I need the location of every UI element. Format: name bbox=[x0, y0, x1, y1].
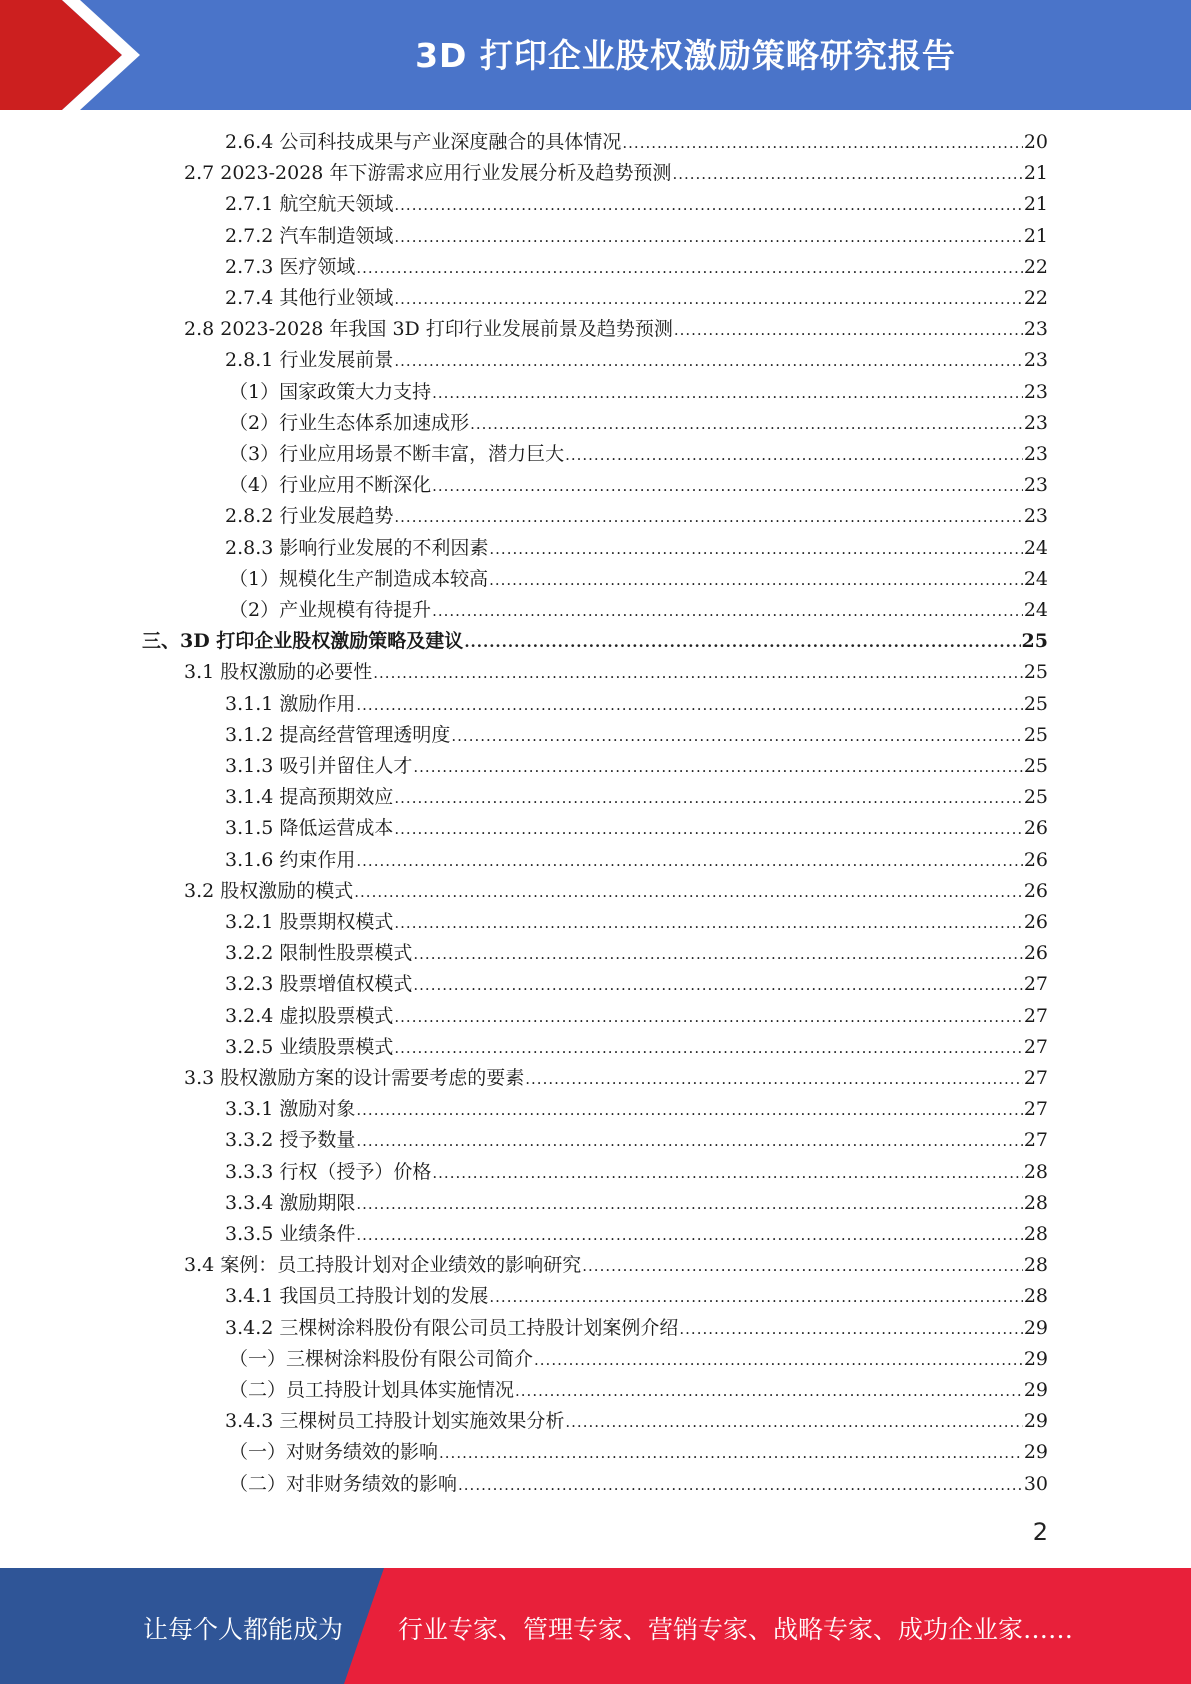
toc-entry-label: （2）产业规模有待提升 bbox=[229, 599, 432, 621]
toc-entry-label: 2.8.1 行业发展前景 bbox=[225, 349, 394, 371]
toc-entry-label: 3.2.4 虚拟股票模式 bbox=[225, 1005, 394, 1027]
toc-leader-dots bbox=[565, 440, 1023, 471]
toc-leader-dots bbox=[432, 471, 1023, 502]
toc-entry[interactable] bbox=[225, 813, 1048, 844]
toc-leader-dots bbox=[394, 908, 1022, 939]
toc-entry-page: 23 bbox=[1023, 443, 1048, 465]
toc-leader-dots bbox=[356, 846, 1022, 877]
toc-entry[interactable] bbox=[229, 1437, 1048, 1468]
toc-leader-dots bbox=[394, 284, 1022, 315]
toc-entry-page: 28 bbox=[1023, 1192, 1048, 1214]
toc-entry-label: 2.8.3 影响行业发展的不利因素 bbox=[225, 537, 489, 559]
toc-entry[interactable] bbox=[225, 1313, 1048, 1344]
toc-entry-label: 2.8.2 行业发展趋势 bbox=[225, 505, 394, 527]
toc-leader-dots bbox=[534, 1345, 1023, 1376]
toc-leader-dots bbox=[432, 596, 1023, 627]
toc-entry-label: 2.7.1 航空航天领域 bbox=[225, 193, 394, 215]
toc-leader-dots bbox=[356, 1220, 1022, 1251]
toc-entry-page: 26 bbox=[1023, 880, 1048, 902]
toc-entry-page: 27 bbox=[1023, 973, 1048, 995]
toc-leader-dots bbox=[354, 877, 1023, 908]
toc-entry-page: 23 bbox=[1023, 412, 1048, 434]
toc-entry[interactable] bbox=[225, 127, 1048, 158]
toc-entry-label: 3.3.5 业绩条件 bbox=[225, 1223, 356, 1245]
toc-leader-dots bbox=[470, 409, 1023, 440]
toc-entry-label: （二）对非财务绩效的影响 bbox=[229, 1473, 458, 1495]
toc-entry-label: 3.2 股权激励的模式 bbox=[184, 880, 354, 902]
toc-entry-label: 3.3.3 行权（授予）价格 bbox=[225, 1161, 432, 1183]
toc-entry[interactable] bbox=[229, 408, 1048, 439]
toc-entry[interactable] bbox=[225, 969, 1048, 1000]
toc-entry-page: 29 bbox=[1023, 1410, 1048, 1432]
toc-entry-page: 22 bbox=[1023, 287, 1048, 309]
toc-entry-label: 2.6.4 公司科技成果与产业深度融合的具体情况 bbox=[225, 131, 622, 153]
toc-leader-dots bbox=[489, 565, 1023, 596]
toc-entry[interactable] bbox=[184, 657, 1048, 688]
toc-entry-label: （一）对财务绩效的影响 bbox=[229, 1441, 439, 1463]
toc-entry[interactable] bbox=[225, 689, 1048, 720]
toc-leader-dots bbox=[458, 1470, 1023, 1501]
toc-entry-page: 23 bbox=[1023, 349, 1048, 371]
toc-leader-dots bbox=[413, 939, 1022, 970]
toc-entry[interactable] bbox=[225, 1032, 1048, 1063]
toc-leader-dots bbox=[394, 222, 1022, 253]
toc-entry-label: 3.3.1 激励对象 bbox=[225, 1098, 356, 1120]
toc-leader-dots bbox=[432, 1158, 1022, 1189]
toc-leader-dots bbox=[394, 502, 1022, 533]
toc-entry[interactable] bbox=[229, 439, 1048, 470]
toc-leader-dots bbox=[679, 1314, 1022, 1345]
toc-entry-label: 3.1.6 约束作用 bbox=[225, 849, 356, 871]
toc-entry[interactable] bbox=[225, 751, 1048, 782]
toc-entry-label: （4）行业应用不断深化 bbox=[229, 474, 432, 496]
toc-entry[interactable] bbox=[225, 782, 1048, 813]
toc-leader-dots bbox=[394, 346, 1022, 377]
toc-entry-label: 三、3D 打印企业股权激励策略及建议 bbox=[142, 630, 464, 652]
toc-leader-dots bbox=[413, 970, 1022, 1001]
toc-entry-label: 2.7.3 医疗领域 bbox=[225, 256, 356, 278]
toc-entry-page: 30 bbox=[1023, 1473, 1048, 1495]
toc-entry-page: 26 bbox=[1023, 942, 1048, 964]
toc-entry[interactable] bbox=[184, 1063, 1048, 1094]
toc-entry-page: 27 bbox=[1023, 1005, 1048, 1027]
toc-entry-label: （一）三棵树涂料股份有限公司简介 bbox=[229, 1348, 534, 1370]
toc-leader-dots bbox=[394, 190, 1022, 221]
toc-entry-label: 3.1.5 降低运营成本 bbox=[225, 817, 394, 839]
toc-entry-label: （2）行业生态体系加速成形 bbox=[229, 412, 470, 434]
toc-entry-label: 3.1 股权激励的必要性 bbox=[184, 661, 373, 683]
toc-entry[interactable] bbox=[225, 533, 1048, 564]
toc-entry-label: 3.1.4 提高预期效应 bbox=[225, 786, 394, 808]
toc-entry[interactable] bbox=[225, 1125, 1048, 1156]
toc-entry-label: 3.1.3 吸引并留住人才 bbox=[225, 755, 413, 777]
page-number: 2 bbox=[1032, 1518, 1048, 1546]
toc-entry-page: 24 bbox=[1023, 599, 1048, 621]
toc-entry[interactable] bbox=[225, 720, 1048, 751]
toc-entry-page: 28 bbox=[1023, 1254, 1048, 1276]
toc-entry[interactable] bbox=[142, 626, 1048, 657]
toc-leader-dots bbox=[451, 721, 1022, 752]
footer-banner bbox=[0, 1568, 1191, 1684]
toc-entry[interactable] bbox=[225, 221, 1048, 252]
toc-leader-dots bbox=[489, 1282, 1022, 1313]
toc-leader-dots bbox=[356, 1095, 1022, 1126]
toc-entry[interactable] bbox=[225, 1157, 1048, 1188]
toc-entry[interactable] bbox=[225, 283, 1048, 314]
toc-entry[interactable] bbox=[184, 1250, 1048, 1281]
toc-entry-page: 23 bbox=[1023, 318, 1048, 340]
toc-entry[interactable] bbox=[225, 501, 1048, 532]
toc-entry-label: 3.4 案例：员工持股计划对企业绩效的影响研究 bbox=[184, 1254, 582, 1276]
footer-slogan-left: 让每个人都能成为 bbox=[143, 1615, 344, 1644]
footer-slogan-right: 行业专家、管理专家、营销专家、战略专家、成功企业家…… bbox=[398, 1615, 1074, 1644]
toc-entry[interactable] bbox=[184, 158, 1048, 189]
toc-leader-dots bbox=[394, 783, 1022, 814]
toc-entry-label: 3.4.2 三棵树涂料股份有限公司员工持股计划案例介绍 bbox=[225, 1317, 679, 1339]
toc-leader-dots bbox=[582, 1251, 1023, 1282]
toc-entry-page: 26 bbox=[1023, 817, 1048, 839]
toc-entry[interactable] bbox=[225, 189, 1048, 220]
toc-entry-label: （二）员工持股计划具体实施情况 bbox=[229, 1379, 515, 1401]
toc-entry[interactable] bbox=[229, 1375, 1048, 1406]
toc-entry-page: 21 bbox=[1023, 162, 1048, 184]
toc-entry-label: 2.7.2 汽车制造领域 bbox=[225, 225, 394, 247]
toc-entry[interactable] bbox=[225, 938, 1048, 969]
toc-leader-dots bbox=[356, 1126, 1022, 1157]
toc-entry-label: 3.4.1 我国员工持股计划的发展 bbox=[225, 1285, 489, 1307]
toc-leader-dots bbox=[464, 627, 1020, 658]
toc-entry-label: 3.1.2 提高经营管理透明度 bbox=[225, 724, 451, 746]
toc-entry-page: 23 bbox=[1023, 505, 1048, 527]
toc-entry-page: 28 bbox=[1023, 1223, 1048, 1245]
toc-entry-page: 25 bbox=[1023, 755, 1048, 777]
toc-entry[interactable] bbox=[225, 845, 1048, 876]
toc-entry[interactable] bbox=[184, 876, 1048, 907]
toc-leader-dots bbox=[432, 378, 1023, 409]
toc-entry-page: 28 bbox=[1023, 1285, 1048, 1307]
toc-entry-page: 21 bbox=[1023, 225, 1048, 247]
toc-entry[interactable] bbox=[229, 470, 1048, 501]
toc-leader-dots bbox=[672, 159, 1022, 190]
toc-leader-dots bbox=[413, 752, 1022, 783]
toc-entry-page: 22 bbox=[1023, 256, 1048, 278]
toc-entry-page: 29 bbox=[1023, 1317, 1048, 1339]
header-banner bbox=[0, 0, 1191, 110]
toc-leader-dots bbox=[439, 1438, 1023, 1469]
toc-entry[interactable] bbox=[225, 345, 1048, 376]
toc-entry-label: 2.7.4 其他行业领域 bbox=[225, 287, 394, 309]
toc-entry[interactable] bbox=[229, 377, 1048, 408]
toc-leader-dots bbox=[515, 1376, 1023, 1407]
toc-entry-page: 24 bbox=[1023, 568, 1048, 590]
toc-entry-label: （1）国家政策大力支持 bbox=[229, 381, 432, 403]
toc-leader-dots bbox=[674, 315, 1023, 346]
toc-entry-label: 3.3.4 激励期限 bbox=[225, 1192, 356, 1214]
toc-entry[interactable] bbox=[225, 1188, 1048, 1219]
toc-entry[interactable] bbox=[225, 1281, 1048, 1312]
toc-entry[interactable] bbox=[225, 252, 1048, 283]
toc-entry-page: 27 bbox=[1023, 1129, 1048, 1151]
toc-entry-label: 3.2.2 限制性股票模式 bbox=[225, 942, 413, 964]
toc-leader-dots bbox=[622, 128, 1022, 159]
toc-leader-dots bbox=[373, 658, 1023, 689]
toc-entry[interactable] bbox=[225, 1001, 1048, 1032]
toc-entry-page: 23 bbox=[1023, 381, 1048, 403]
toc-entry[interactable] bbox=[229, 595, 1048, 626]
toc-entry[interactable] bbox=[229, 1469, 1048, 1500]
toc-leader-dots bbox=[394, 814, 1022, 845]
toc-entry-page: 29 bbox=[1023, 1379, 1048, 1401]
toc-leader-dots bbox=[489, 534, 1022, 565]
report-title: 3D 打印企业股权激励策略研究报告 bbox=[415, 36, 956, 75]
toc-entry-label: 3.2.1 股票期权模式 bbox=[225, 911, 394, 933]
toc-entry[interactable] bbox=[229, 1344, 1048, 1375]
toc-entry-page: 27 bbox=[1023, 1036, 1048, 1058]
toc-entry[interactable] bbox=[225, 1406, 1048, 1437]
toc-entry-page: 24 bbox=[1023, 537, 1048, 559]
toc-entry-page: 27 bbox=[1023, 1067, 1048, 1089]
toc-entry-page: 25 bbox=[1023, 786, 1048, 808]
toc-entry-label: 3.1.1 激励作用 bbox=[225, 693, 356, 715]
toc-entry-page: 26 bbox=[1023, 849, 1048, 871]
toc-leader-dots bbox=[394, 1033, 1022, 1064]
toc-entry-page: 25 bbox=[1023, 693, 1048, 715]
toc-entry[interactable] bbox=[225, 1094, 1048, 1125]
toc-entry-page: 23 bbox=[1023, 474, 1048, 496]
toc-leader-dots bbox=[525, 1064, 1023, 1095]
toc-entry-label: 2.7 2023-2028 年下游需求应用行业发展分析及趋势预测 bbox=[184, 162, 672, 184]
toc-entry-page: 25 bbox=[1023, 724, 1048, 746]
toc-entry-label: 3.4.3 三棵树员工持股计划实施效果分析 bbox=[225, 1410, 565, 1432]
toc-entry-page: 27 bbox=[1023, 1098, 1048, 1120]
toc-entry-label: 2.8 2023-2028 年我国 3D 打印行业发展前景及趋势预测 bbox=[184, 318, 673, 340]
toc-entry-label: （3）行业应用场景不断丰富，潜力巨大 bbox=[229, 443, 565, 465]
toc-entry-page: 21 bbox=[1023, 193, 1048, 215]
toc-entry-page: 28 bbox=[1023, 1161, 1048, 1183]
toc-leader-dots bbox=[356, 690, 1022, 721]
toc-entry-page: 26 bbox=[1023, 911, 1048, 933]
toc-entry-label: 3.2.5 业绩股票模式 bbox=[225, 1036, 394, 1058]
toc-entry-page: 29 bbox=[1023, 1441, 1048, 1463]
toc-entry[interactable] bbox=[184, 314, 1048, 345]
toc-entry-label: （1）规模化生产制造成本较高 bbox=[229, 568, 489, 590]
toc-entry[interactable] bbox=[225, 907, 1048, 938]
toc-leader-dots bbox=[565, 1407, 1022, 1438]
toc-leader-dots bbox=[356, 253, 1022, 284]
toc-entry-label: 3.3.2 授予数量 bbox=[225, 1129, 356, 1151]
toc-entry-page: 25 bbox=[1023, 661, 1048, 683]
toc-entry-label: 3.2.3 股票增值权模式 bbox=[225, 973, 413, 995]
toc-leader-dots bbox=[356, 1189, 1022, 1220]
toc-entry-page: 20 bbox=[1023, 131, 1048, 153]
toc-entry[interactable] bbox=[225, 1219, 1048, 1250]
toc-entry-page: 25 bbox=[1021, 630, 1048, 652]
toc-leader-dots bbox=[394, 1002, 1022, 1033]
toc-entry-page: 29 bbox=[1023, 1348, 1048, 1370]
toc-entry[interactable] bbox=[229, 564, 1048, 595]
toc-entry-label: 3.3 股权激励方案的设计需要考虑的要素 bbox=[184, 1067, 525, 1089]
